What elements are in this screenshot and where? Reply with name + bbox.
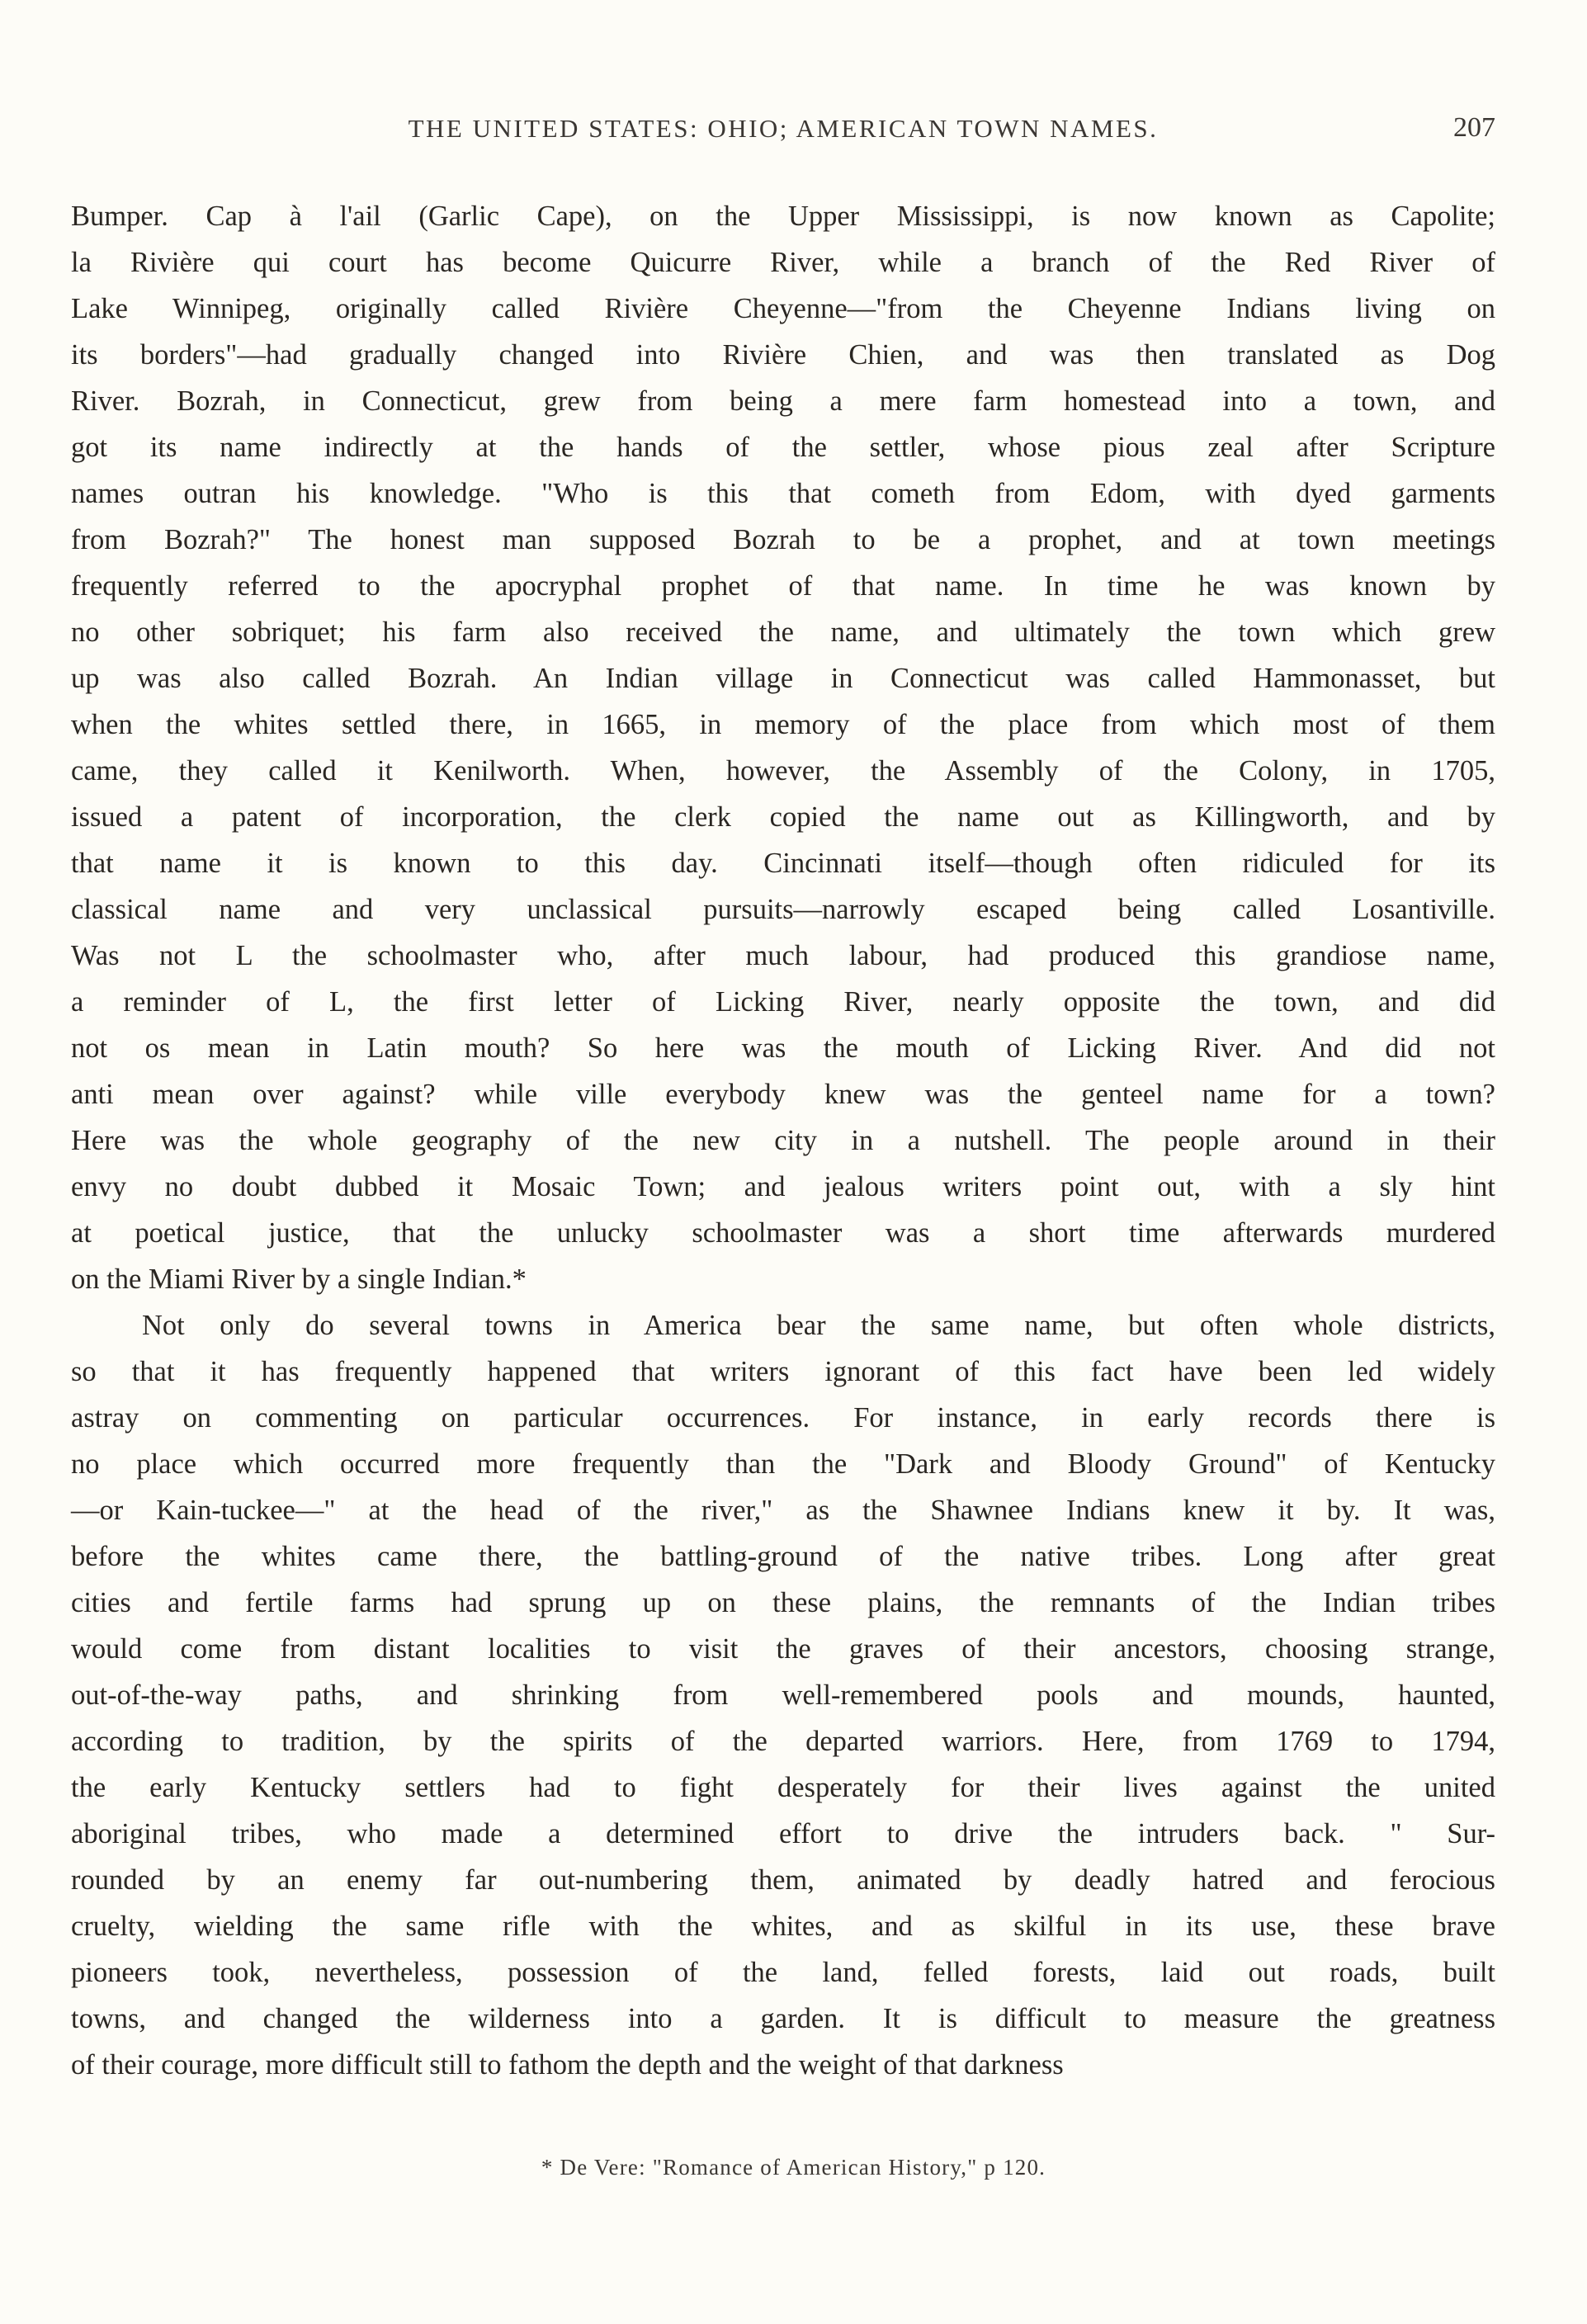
- text-line: la Rivière qui court has become Quicurre River, while a branch of the Red River of: [71, 247, 1495, 278]
- text-line: its borders"—had gradually changed into Rivière Chien, and was then translated as Dog: [71, 339, 1495, 371]
- body-text: [71, 193, 1495, 2088]
- text-line: issued a patent of incorporation, the clerk copied the name out as Killingworth, and by: [71, 801, 1495, 833]
- text-line: names outran his knowledge. "Who is this that cometh from Edom, with dyed garments: [71, 478, 1495, 509]
- text-line: when the whites settled there, in 1665, in memory of the place from which most of them: [71, 709, 1495, 740]
- paragraph: [71, 1302, 1495, 2088]
- text-line: aboriginal tribes, who made a determined effort to drive the intruders back. " Sur-: [71, 1818, 1495, 1849]
- running-head: THE UNITED STATES: OHIO; AMERICAN TOWN NAMES.: [408, 114, 1159, 143]
- text-line: out-of-the-way paths, and shrinking from well-remembered pools and mounds, haunted,: [71, 1679, 1495, 1711]
- text-line: envy no doubt dubbed it Mosaic Town; and jealous writers point out, with a sly hint: [71, 1171, 1495, 1202]
- page-header: [71, 114, 1495, 150]
- text-line: up was also called Bozrah. An Indian village in Connecticut was called Hammonasset, but: [71, 663, 1495, 694]
- text-line: got its name indirectly at the hands of the settler, whose pious zeal after Scripture: [71, 432, 1495, 463]
- text-line: that name it is known to this day. Cincinnati itself—though often ridiculed for its: [71, 848, 1495, 879]
- text-line: according to tradition, by the spirits of the departed warriors. Here, from 1769 to 1794,: [71, 1726, 1495, 1757]
- text-line: anti mean over against? while ville everybody knew was the genteel name for a town?: [71, 1079, 1495, 1110]
- text-line: on the Miami River by a single Indian.*: [71, 1264, 527, 1295]
- page-number: 207: [1453, 112, 1495, 143]
- text-line: towns, and changed the wilderness into a garden. It is difficult to measure the greatness: [71, 2003, 1495, 2034]
- text-line: classical name and very unclassical pursuits—narrowly escaped being called Losantiville.: [71, 894, 1495, 925]
- text-line: of their courage, more difficult still to fathom the depth and the weight of that darkness: [71, 2049, 1064, 2081]
- text-line: came, they called it Kenilworth. When, however, the Assembly of the Colony, in 1705,: [71, 755, 1495, 786]
- text-line: astray on commenting on particular occurrences. For instance, in early records there is: [71, 1402, 1495, 1434]
- text-line: Lake Winnipeg, originally called Rivière Cheyenne—"from the Cheyenne Indians living on: [71, 293, 1495, 324]
- text-line: at poetical justice, that the unlucky schoolmaster was a short time afterwards murdered: [71, 1217, 1495, 1249]
- text-line: Not only do several towns in America bear the same name, but often whole districts,: [142, 1310, 1495, 1341]
- text-line: Here was the whole geography of the new city in a nutshell. The people around in their: [71, 1125, 1495, 1156]
- text-line: cities and fertile farms had sprung up on these plains, the remnants of the Indian tribes: [71, 1587, 1495, 1618]
- text-line: rounded by an enemy far out-numbering them, animated by deadly hatred and ferocious: [71, 1864, 1495, 1896]
- text-line: River. Bozrah, in Connecticut, grew from being a mere farm homestead into a town, and: [71, 385, 1495, 417]
- text-line: pioneers took, nevertheless, possession of the land, felled forests, laid out roads, built: [71, 1957, 1495, 1988]
- text-line: not os mean in Latin mouth? So here was the mouth of Licking River. And did not: [71, 1032, 1495, 1064]
- text-line: the early Kentucky settlers had to fight desperately for their lives against the united: [71, 1772, 1495, 1803]
- text-line: a reminder of L, the first letter of Licking River, nearly opposite the town, and did: [71, 986, 1495, 1018]
- text-line: Bumper. Cap à l'ail (Garlic Cape), on the Upper Mississippi, is now known as Capolite;: [71, 201, 1495, 232]
- text-line: so that it has frequently happened that writers ignorant of this fact have been led widely: [71, 1356, 1495, 1387]
- text-line: —or Kain-tuckee—" at the head of the river," as the Shawnee Indians knew it by. It was,: [71, 1495, 1495, 1526]
- footnote: * De Vere: "Romance of American History," p 120.: [541, 2155, 1046, 2180]
- text-line: before the whites came there, the battling-ground of the native tribes. Long after great: [71, 1541, 1495, 1572]
- text-line: frequently referred to the apocryphal prophet of that name. In time he was known by: [71, 570, 1495, 602]
- paragraph: [71, 193, 1495, 1302]
- text-line: would come from distant localities to visit the graves of their ancestors, choosing strange,: [71, 1633, 1495, 1665]
- text-line: cruelty, wielding the same rifle with the whites, and as skilful in its use, these brave: [71, 1911, 1495, 1942]
- text-line: no other sobriquet; his farm also received the name, and ultimately the town which grew: [71, 616, 1495, 648]
- text-line: no place which occurred more frequently than the "Dark and Bloody Ground" of Kentucky: [71, 1448, 1495, 1480]
- text-line: Was not L the schoolmaster who, after much labour, had produced this grandiose name,: [71, 940, 1495, 971]
- text-line: from Bozrah?" The honest man supposed Bozrah to be a prophet, and at town meetings: [71, 524, 1495, 555]
